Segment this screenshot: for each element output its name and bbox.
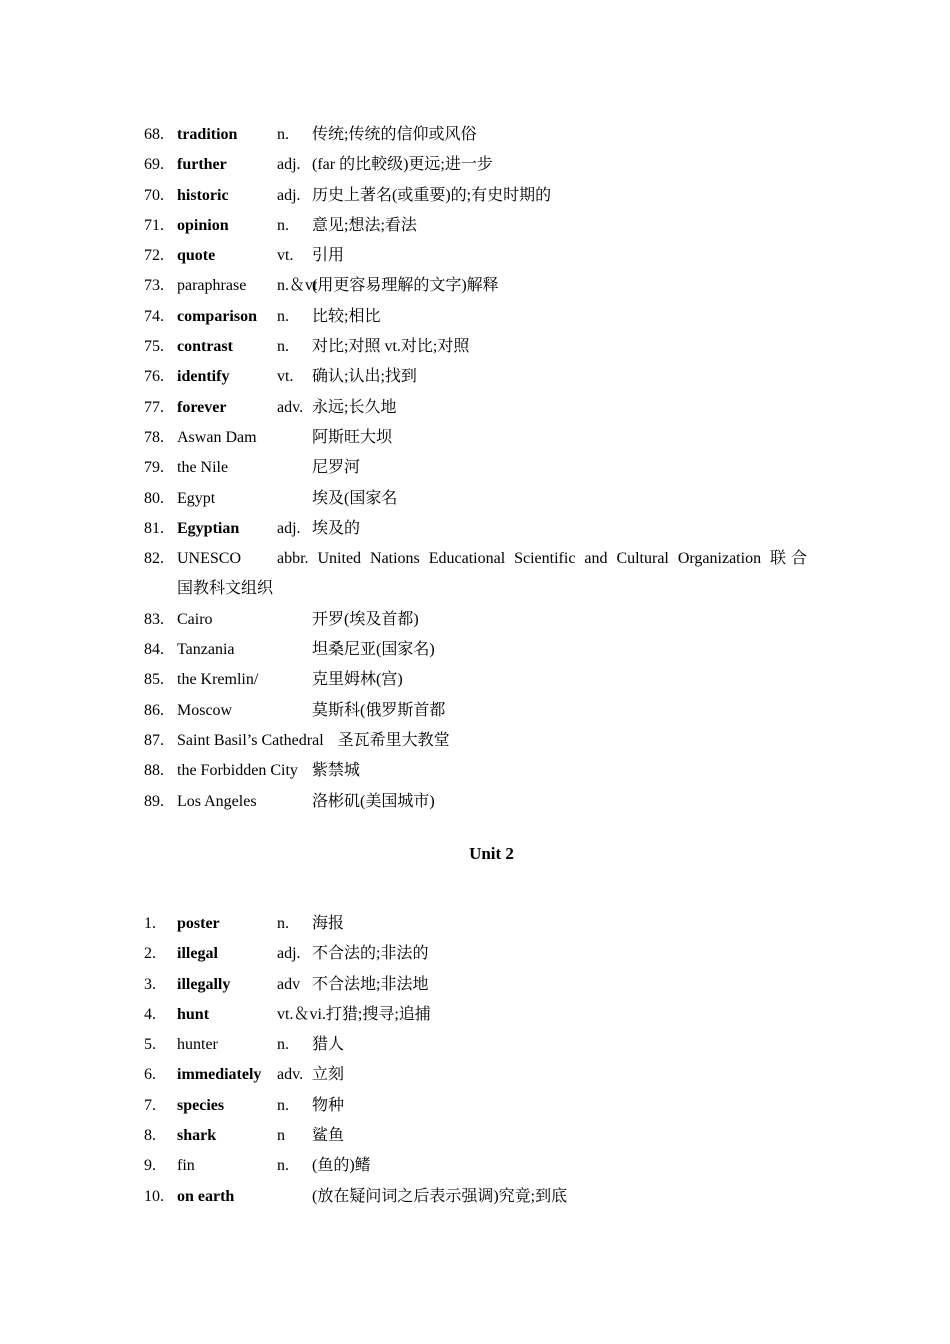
vocab-entry xyxy=(144,605,814,635)
entry-number: 85. xyxy=(144,671,164,689)
entry-part-of-speech: adj. xyxy=(277,519,301,537)
entry-part-of-speech: vt. xyxy=(277,368,294,386)
entry-number: 10. xyxy=(144,1187,164,1205)
entry-number: 75. xyxy=(144,338,164,356)
vocab-entry xyxy=(144,1121,814,1151)
entry-word: the Nile xyxy=(177,459,229,477)
entry-number: 7. xyxy=(144,1096,156,1114)
vocab-entry xyxy=(144,544,814,605)
entry-number: 71. xyxy=(144,216,164,234)
vocab-entry xyxy=(144,970,814,1000)
entry-definition: 历史上著名(或重要)的;有史时期的 xyxy=(312,186,552,204)
entry-part-of-speech: n.＆vt xyxy=(277,277,318,295)
entry-word: species xyxy=(177,1096,225,1114)
entry-definition: 确认;认出;找到 xyxy=(312,368,417,386)
vocab-entry xyxy=(144,271,814,301)
entry-number: 77. xyxy=(144,398,164,416)
entry-word: paraphrase xyxy=(177,277,247,295)
entry-definition: (放在疑问词之后表示强调)究竟;到底 xyxy=(312,1187,568,1205)
vocab-entry xyxy=(144,726,814,756)
entry-part-of-speech: n. xyxy=(277,126,289,143)
entry-definition: 鲨鱼 xyxy=(312,1127,345,1145)
entry-definition-continued: 国教科文组织 xyxy=(177,580,274,598)
entry-word: hunt xyxy=(177,1005,210,1023)
entry-part-of-speech: n. xyxy=(277,216,289,234)
entry-word: Los Angeles xyxy=(177,792,257,810)
entry-word: further xyxy=(177,156,227,174)
vocab-entry xyxy=(144,1182,814,1212)
entry-definition: 紫禁城 xyxy=(311,762,360,780)
entry-number: 86. xyxy=(144,701,164,719)
entry-definition: 埃及(国家名 xyxy=(312,489,398,507)
entry-part-of-speech: adj. xyxy=(277,186,301,204)
vocab-entry xyxy=(144,423,814,453)
entry-definition: abbr. United Nations Educational Scientific and Cultural Organization 联合 xyxy=(277,550,807,568)
entry-word: contrast xyxy=(177,338,233,356)
vocab-entry xyxy=(144,665,814,695)
entry-part-of-speech: adj. xyxy=(277,156,301,174)
entry-definition: 对比;对照 vt.对比;对照 xyxy=(312,338,470,356)
vocab-entry xyxy=(144,120,814,150)
vocab-entry xyxy=(144,1000,814,1030)
entry-definition: 埃及的 xyxy=(312,519,361,537)
vocab-entry xyxy=(144,332,814,362)
entry-definition: (用更容易理解的文字)解释 xyxy=(312,277,499,295)
vocab-entry xyxy=(144,909,814,939)
entry-number: 78. xyxy=(144,428,164,446)
vocab-entry xyxy=(144,150,814,180)
entry-definition: 意见;想法;看法 xyxy=(312,216,417,234)
entry-definition: (far 的比較级)更远;进一步 xyxy=(312,156,493,174)
entry-word: Aswan Dam xyxy=(177,428,257,446)
entry-definition: 莫斯科(俄罗斯首都 xyxy=(312,701,446,719)
vocab-entry xyxy=(144,484,814,514)
vocab-entry xyxy=(144,393,814,423)
entry-number: 3. xyxy=(144,975,156,993)
entry-number: 74. xyxy=(144,307,164,325)
entry-number: 82. xyxy=(144,550,164,568)
vocab-entry xyxy=(144,939,814,969)
vocab-entry xyxy=(144,1151,814,1181)
entry-definition: 猎人 xyxy=(312,1036,345,1054)
entry-number: 72. xyxy=(144,247,164,265)
entry-definition: 开罗(埃及首都) xyxy=(312,610,419,628)
entry-number: 69. xyxy=(144,156,164,174)
entry-word: poster xyxy=(177,915,220,932)
vocabulary-list-unit-2 xyxy=(144,909,814,1212)
entry-word: UNESCO xyxy=(177,550,242,568)
entry-definition: 立刻 xyxy=(312,1066,345,1084)
entry-word: historic xyxy=(177,186,229,204)
entry-word: hunter xyxy=(177,1036,218,1054)
entry-definition: 引用 xyxy=(312,247,345,265)
entry-word: Egyptian xyxy=(177,519,240,537)
entry-word: fin xyxy=(177,1157,195,1175)
vocab-entry xyxy=(144,1060,814,1090)
entry-number: 8. xyxy=(144,1127,156,1145)
vocab-entry xyxy=(144,1030,814,1060)
vocab-entry xyxy=(144,635,814,665)
vocab-entry xyxy=(144,241,814,271)
vocab-entry xyxy=(144,453,814,483)
entry-number: 84. xyxy=(144,641,164,659)
entry-word: Moscow xyxy=(177,701,233,719)
entry-part-of-speech: adv. xyxy=(277,398,304,416)
entry-part-of-speech: adv xyxy=(277,975,301,993)
entry-word: opinion xyxy=(177,216,229,234)
entry-part-of-speech: n. xyxy=(277,338,289,356)
entry-definition: 洛彬矶(美国城市) xyxy=(312,792,435,810)
entry-word: the Forbidden City 紫禁城 xyxy=(177,762,360,780)
vocabulary-list-unit-1 xyxy=(144,120,814,817)
entry-definition: 海报 xyxy=(312,915,345,932)
entry-word: quote xyxy=(177,247,216,265)
entry-word: identify xyxy=(177,368,230,386)
entry-definition: 克里姆林(宫) xyxy=(312,671,403,689)
entry-part-of-speech: n. xyxy=(277,915,289,932)
entry-number: 80. xyxy=(144,489,164,507)
entry-definition: 传统;传统的信仰或风俗 xyxy=(312,126,477,143)
entry-number: 70. xyxy=(144,186,164,204)
entry-definition: 圣瓦希里大教堂 xyxy=(337,731,450,749)
entry-number: 6. xyxy=(144,1066,156,1084)
unit-heading: Unit 2 xyxy=(469,844,514,863)
entry-number: 73. xyxy=(144,277,164,295)
vocab-entry xyxy=(144,362,814,392)
entry-number: 4. xyxy=(144,1005,156,1023)
entry-definition: 比较;相比 xyxy=(312,307,381,325)
entry-word: Saint Basil’s Cathedral 圣瓦希里大教堂 xyxy=(177,731,450,749)
entry-number: 76. xyxy=(144,368,164,386)
entry-definition: 坦桑尼亚(国家名) xyxy=(312,641,435,659)
vocab-entry xyxy=(144,302,814,332)
entry-word: immediately xyxy=(177,1066,262,1084)
entry-part-of-speech: vt.＆vi.打猎;搜寻;追捕 xyxy=(277,1005,431,1023)
entry-word: Tanzania xyxy=(177,641,235,659)
entry-word: forever xyxy=(177,398,227,416)
entry-number: 2. xyxy=(144,945,156,963)
entry-number: 5. xyxy=(144,1036,156,1054)
entry-number: 87. xyxy=(144,731,164,749)
entry-part-of-speech: vt. xyxy=(277,247,294,265)
vocab-entry xyxy=(144,696,814,726)
entry-word: tradition xyxy=(177,126,238,143)
vocab-entry xyxy=(144,787,814,817)
entry-definition: 阿斯旺大坝 xyxy=(312,428,393,446)
entry-part-of-speech: adj. xyxy=(277,945,301,963)
vocab-entry xyxy=(144,181,814,211)
vocab-entry xyxy=(144,514,814,544)
entry-part-of-speech: n. xyxy=(277,1157,289,1175)
entry-definition: 永远;长久地 xyxy=(312,398,397,416)
vocab-entry xyxy=(144,211,814,241)
entry-definition: 不合法地;非法地 xyxy=(312,975,429,993)
entry-definition: 物种 xyxy=(312,1096,345,1114)
entry-number: 9. xyxy=(144,1157,156,1175)
entry-word: the Kremlin/ xyxy=(177,671,259,689)
entry-number: 89. xyxy=(144,792,164,810)
entry-part-of-speech: n. xyxy=(277,1036,289,1054)
entry-number: 68. xyxy=(144,126,164,143)
entry-part-of-speech: adv. xyxy=(277,1066,304,1084)
entry-word: Egypt xyxy=(177,489,216,507)
entry-definition: (鱼的)鳍 xyxy=(312,1157,371,1175)
entry-part-of-speech: n. xyxy=(277,307,289,325)
entry-part-of-speech: n xyxy=(277,1127,285,1145)
entry-definition: 尼罗河 xyxy=(312,459,361,477)
entry-number: 1. xyxy=(144,915,156,932)
entry-number: 88. xyxy=(144,762,164,780)
entry-word: comparison xyxy=(177,307,257,325)
entry-word: shark xyxy=(177,1127,217,1145)
entry-number: 79. xyxy=(144,459,164,477)
vocab-entry xyxy=(144,756,814,786)
entry-definition: 不合法的;非法的 xyxy=(312,945,429,963)
entry-word: illegal xyxy=(177,945,218,963)
entry-word: Cairo xyxy=(177,610,213,628)
vocab-entry xyxy=(144,1091,814,1121)
entry-word: on earth xyxy=(177,1187,235,1205)
entry-part-of-speech: n. xyxy=(277,1096,289,1114)
entry-number: 83. xyxy=(144,610,164,628)
entry-number: 81. xyxy=(144,519,164,537)
entry-word: illegally xyxy=(177,975,231,993)
